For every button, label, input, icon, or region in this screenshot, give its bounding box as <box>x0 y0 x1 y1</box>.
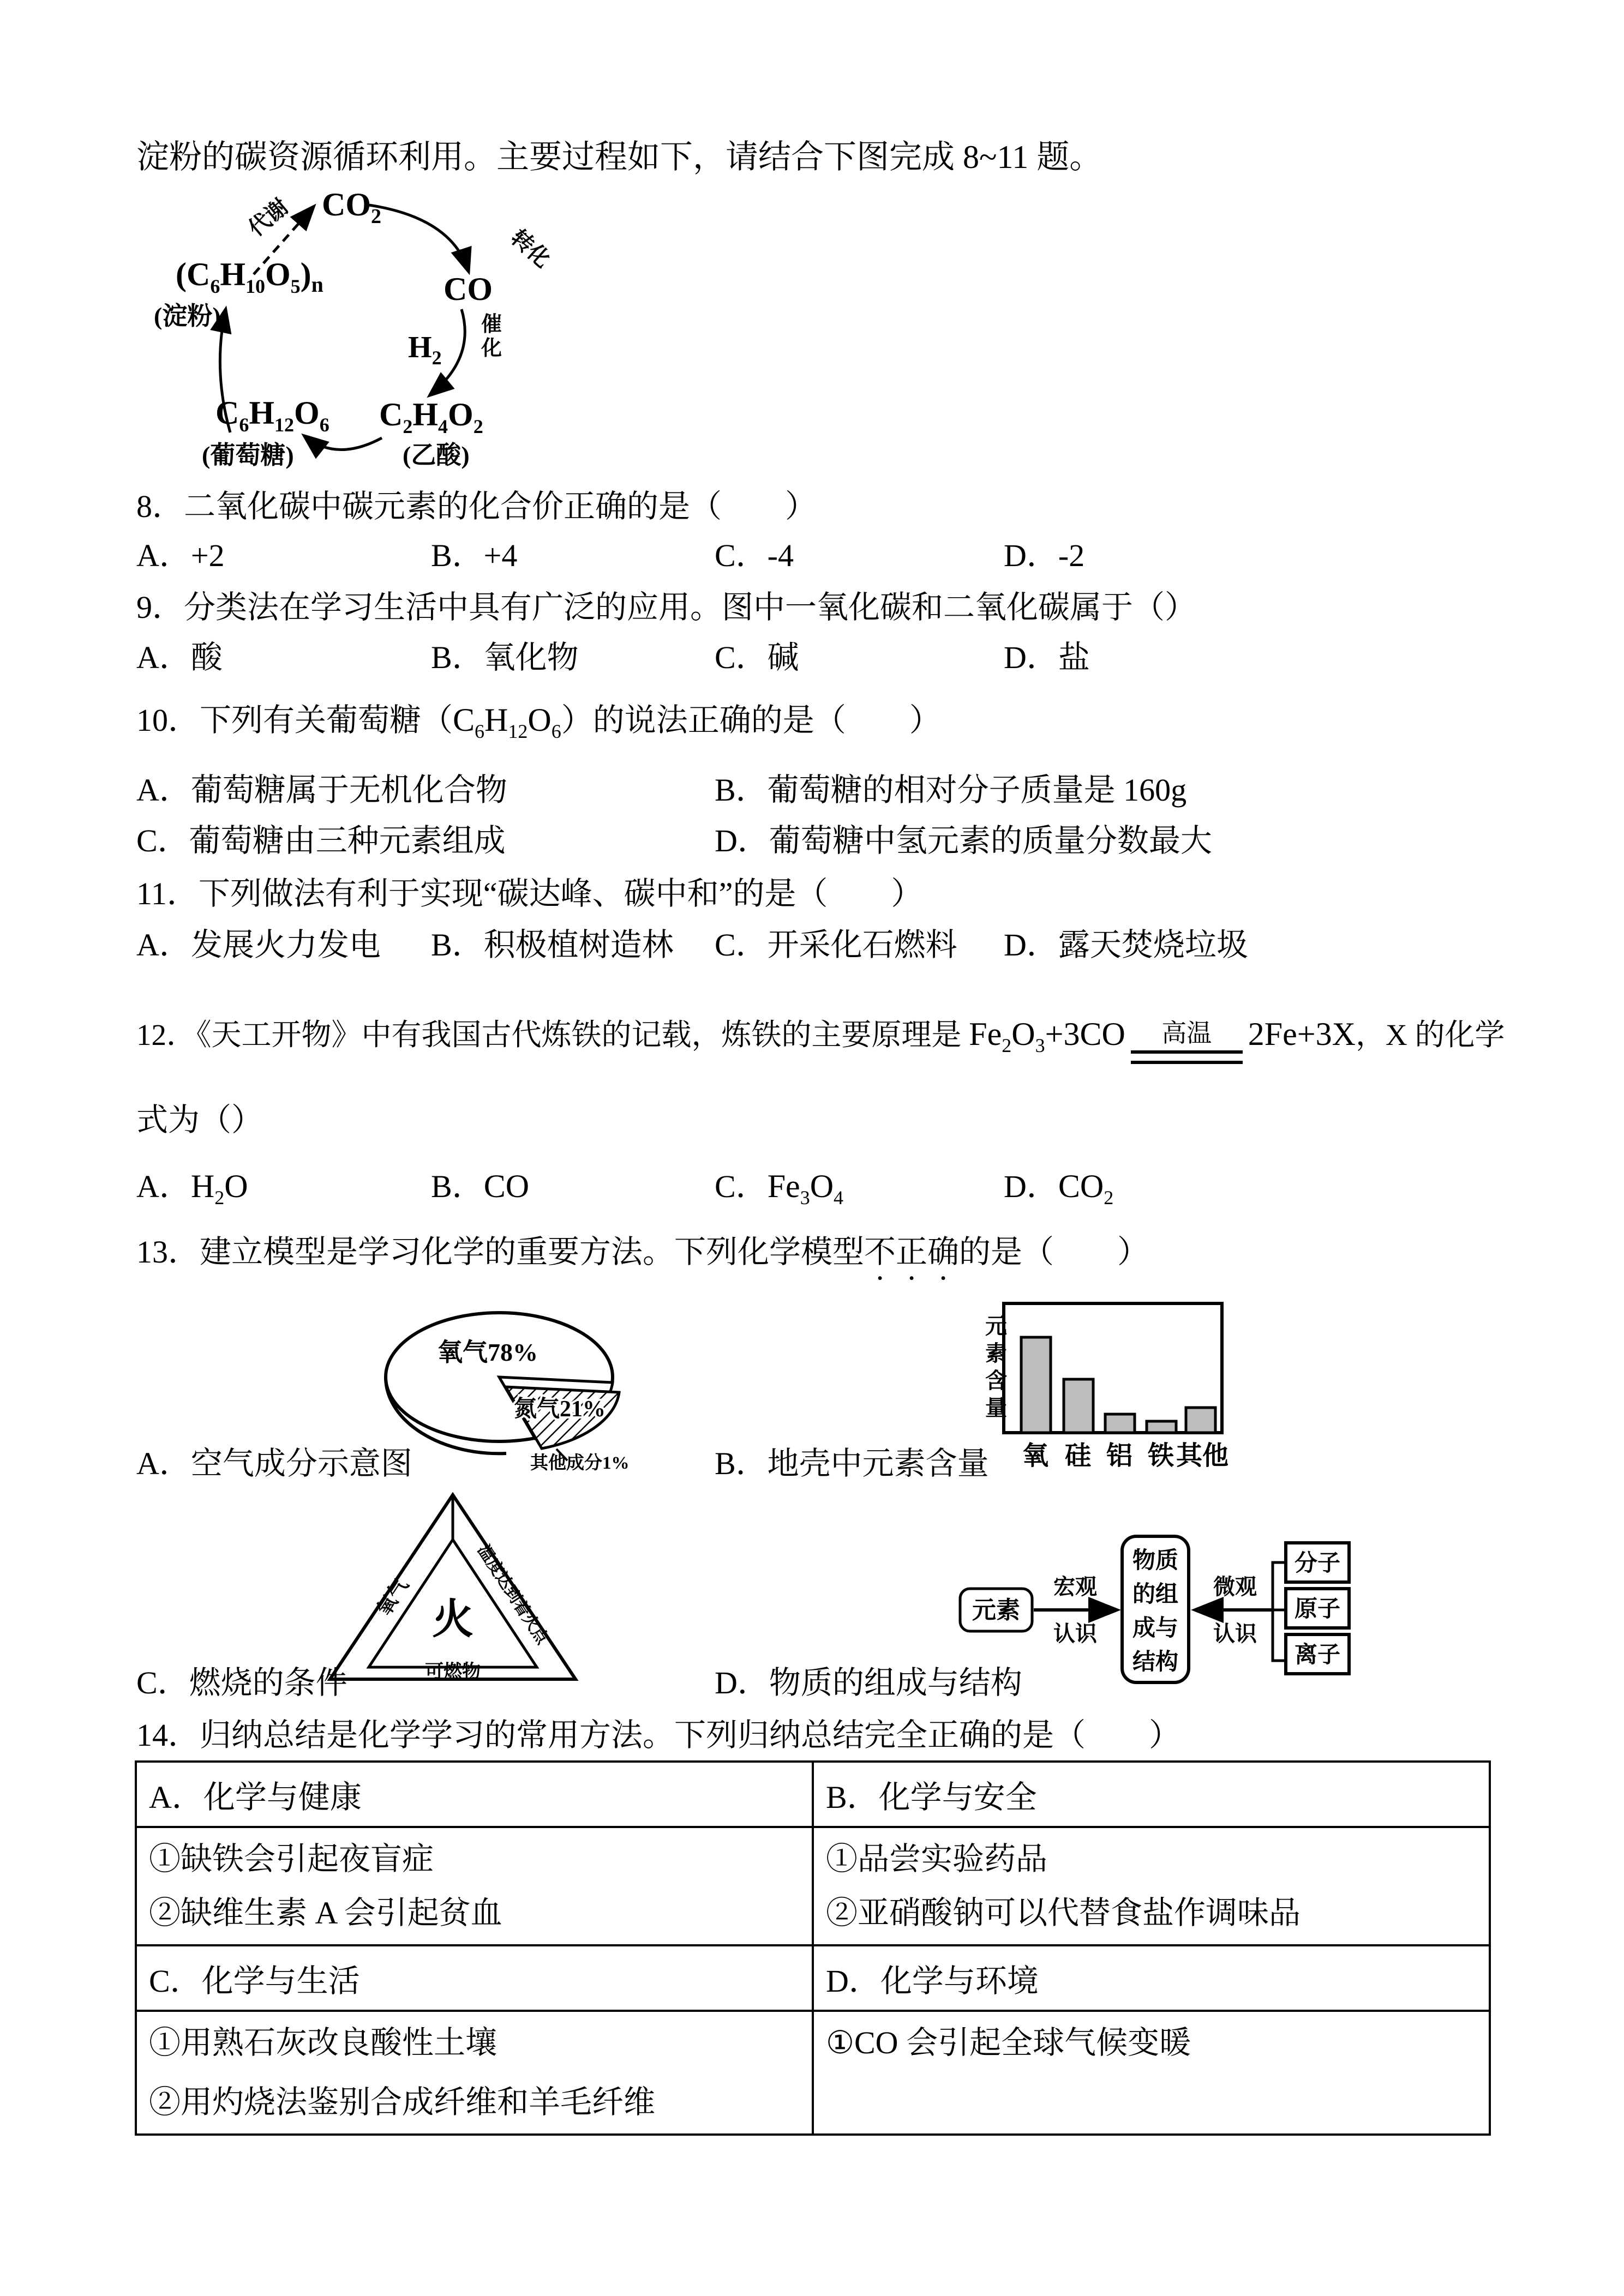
cell-b-head: B．化学与安全 <box>813 1762 1490 1827</box>
q11-option-c: C．开采化石燃料 <box>715 927 957 963</box>
f-part: C <box>379 396 403 432</box>
starch-formula <box>176 256 323 297</box>
cell-c-item1: ①用熟石灰改良酸性土壤 <box>149 2025 498 2061</box>
bar-oxygen <box>1021 1337 1051 1433</box>
table-row <box>136 1827 1490 1945</box>
f-sub: 6 <box>551 720 561 742</box>
opt-label: A． <box>136 1169 191 1204</box>
q8-option-d: D．-2 <box>1004 538 1085 573</box>
bar-cat-silicon: 硅 <box>1064 1441 1092 1470</box>
cell-c-item2: ②用灼烧法鉴别合成纤维和羊毛纤维 <box>149 2084 656 2120</box>
h2-sub: 2 <box>432 347 442 369</box>
f-sub: 3 <box>1035 1035 1045 1056</box>
h2-base: H <box>408 330 432 364</box>
q11-option-d: D．露天焚烧垃圾 <box>1004 927 1248 963</box>
q12-option-a <box>136 1166 248 1207</box>
f-part: H <box>220 256 245 292</box>
bar-cat-aluminium: 铝 <box>1106 1441 1133 1470</box>
co2-sub: 2 <box>371 205 381 228</box>
co2-base: CO <box>322 187 371 223</box>
f-sub: 12 <box>274 414 295 436</box>
triangle-right-label: 温度达到着火点 <box>474 1541 552 1648</box>
q13-emphasized: 不正确 <box>864 1234 960 1270</box>
f-part: O <box>294 395 320 431</box>
acetic-name: (乙酸) <box>403 441 470 469</box>
f-part: ) <box>300 256 311 292</box>
f-sub: 6 <box>210 275 220 297</box>
f-sub: 2 <box>1104 1187 1114 1209</box>
q12-stem-line2: 式为（） <box>136 1102 263 1138</box>
glucose-name: (葡萄糖) <box>202 441 294 469</box>
macro-label-1: 宏观 <box>1053 1574 1097 1599</box>
f-sub: 12 <box>508 720 528 742</box>
triangle-bottom-label: 可燃物 <box>425 1662 481 1682</box>
f-sub: 10 <box>245 275 265 297</box>
air-pie-chart <box>376 1301 638 1471</box>
q8-option-b: B．+4 <box>431 538 518 573</box>
acetic-formula <box>379 396 483 437</box>
bar-aluminium <box>1105 1414 1135 1433</box>
cell-a-item1: ①缺铁会引起夜盲症 <box>149 1841 434 1877</box>
f-part: H <box>412 396 439 432</box>
element-node-label: 元素 <box>972 1597 1020 1624</box>
ylabel-char: 素 <box>985 1341 1007 1366</box>
f-sub: 2 <box>403 416 413 437</box>
intro-text: 淀粉的碳资源循环利用。主要过程如下，请结合下图完成 8~11 题。 <box>136 139 1102 175</box>
f-part: O <box>528 702 552 738</box>
carbon-cycle-diagram <box>147 183 595 480</box>
opt-label: D． <box>1004 1169 1058 1204</box>
q10-stem-pre: 10．下列有关葡萄糖（ <box>136 702 453 738</box>
bar-cat-iron: 铁 <box>1147 1441 1174 1470</box>
q12-option-d <box>1004 1166 1113 1207</box>
pie-label-nitrogen: 氮气21% <box>514 1397 606 1422</box>
opt-label: C． <box>715 1169 768 1204</box>
caption-a: A．空气成分示意图 <box>136 1446 412 1481</box>
f-part: Fe <box>969 1016 1002 1052</box>
catalyze-label <box>481 313 502 360</box>
metabolism-label: 代谢 <box>243 194 293 241</box>
f-part: (C <box>176 256 211 292</box>
cell-a-items <box>136 1827 813 1945</box>
summary-table <box>135 1760 1491 2136</box>
cell-d-item1: ①CO 会引起全球气候变暖 <box>826 2025 1191 2061</box>
f-sub: 5 <box>290 275 301 297</box>
question-12-stem <box>136 1011 1505 1060</box>
table-row <box>136 1945 1490 2011</box>
q11-option-b: B．积极植树造林 <box>431 927 674 963</box>
micro-label-1: 微观 <box>1213 1574 1257 1599</box>
q11-option-a: A．发展火力发电 <box>136 927 381 963</box>
cell-b-item1: ①品尝实验药品 <box>826 1841 1048 1877</box>
f-part: O <box>1011 1016 1035 1052</box>
caption-c: C．燃烧的条件 <box>136 1665 347 1700</box>
question-14-stem: 14．归纳总结是化学学习的常用方法。下列归纳总结完全正确的是（ ） <box>136 1717 1181 1753</box>
glucose-formula <box>215 395 329 436</box>
q10-glucose-formula <box>453 702 561 742</box>
q12-plus-co: +3CO <box>1045 1016 1125 1052</box>
micro-label-2: 认识 <box>1213 1621 1257 1646</box>
triangle-center-label: 火 <box>432 1597 474 1643</box>
atom-label: 原子 <box>1294 1597 1341 1622</box>
bar-cat-oxygen: 氧 <box>1022 1441 1049 1470</box>
catalyze-char2: 化 <box>481 337 502 360</box>
f-sub: 6 <box>319 414 329 436</box>
f-sub: 6 <box>475 720 485 742</box>
f-sub: 4 <box>834 1187 844 1209</box>
q12-option-b <box>431 1166 529 1207</box>
macro-label-2: 认识 <box>1053 1621 1097 1646</box>
center-line: 物质 <box>1132 1548 1179 1573</box>
h2-node <box>408 330 442 369</box>
q9-option-d: D．盐 <box>1004 640 1090 675</box>
bar-iron <box>1147 1421 1176 1433</box>
f-sub: 3 <box>800 1187 810 1209</box>
q9-option-a: A．酸 <box>136 640 223 675</box>
double-bond-equals <box>1131 1050 1243 1064</box>
q10-stem-post: ）的说法正确的是（ ） <box>561 702 941 738</box>
q10-option-b: B．葡萄糖的相对分子质量是 160g <box>715 772 1187 808</box>
f-sub: n <box>311 272 323 297</box>
center-line: 成与 <box>1132 1616 1179 1641</box>
cell-d-items <box>813 2011 1490 2135</box>
co2-node <box>322 187 381 228</box>
f-part: C <box>215 395 239 431</box>
q13-stem-pre: 13．建立模型是学习化学的重要方法。下列化学模型 <box>136 1234 865 1270</box>
q8-option-c: C．-4 <box>715 538 794 573</box>
table-row <box>136 1762 1490 1827</box>
ylabel-char: 含 <box>985 1368 1007 1393</box>
f-sub: 4 <box>438 416 448 437</box>
q8-option-a: A．+2 <box>136 538 225 573</box>
reaction-condition-equals <box>1131 1021 1243 1064</box>
condition-label: 高温 <box>1161 1019 1212 1047</box>
f-part: O <box>265 256 291 292</box>
f-part: H <box>484 702 508 738</box>
q13-stem-post: 的是（ ） <box>959 1234 1149 1270</box>
bracket <box>1273 1562 1286 1661</box>
q12-stem-tail: ，X 的化学 <box>1355 1018 1505 1051</box>
f-part: C <box>453 702 475 738</box>
bar-other <box>1186 1408 1215 1433</box>
convert-label: 转化 <box>506 225 555 273</box>
f-part: Fe <box>767 1168 800 1204</box>
q12-stem-pre: 12．《天工开物》中有我国古代炼铁的记载，炼铁的主要原理是 <box>136 1018 969 1051</box>
bar-silicon <box>1064 1379 1093 1433</box>
q9-option-b: B．氧化物 <box>431 640 579 675</box>
q12-option-c <box>715 1166 843 1207</box>
f-sub: 2 <box>473 416 483 437</box>
f-part: H <box>249 395 275 431</box>
starch-name: (淀粉) <box>154 302 221 330</box>
f-sub: 2 <box>1002 1035 1012 1056</box>
caption-b: B．地壳中元素含量 <box>715 1446 989 1481</box>
center-line: 的组 <box>1132 1582 1179 1607</box>
triangle-left-label: 氧气 <box>373 1574 413 1620</box>
q10-option-c: C．葡萄糖由三种元素组成 <box>136 823 506 858</box>
question-9-stem: 9．分类法在学习生活中具有广泛的应用。图中一氧化碳和二氧化碳属于（） <box>136 590 1197 625</box>
co-node: CO <box>444 271 493 307</box>
f-part: O <box>810 1168 834 1204</box>
f-part: CO <box>1058 1168 1104 1204</box>
ylabel-char: 元 <box>985 1314 1007 1338</box>
cell-c-items <box>136 2011 813 2135</box>
f-part: O <box>448 396 474 432</box>
molecule-label: 分子 <box>1294 1551 1341 1576</box>
ion-label: 离子 <box>1294 1643 1341 1668</box>
cell-a-item2: ②缺维生素 A 会引起贫血 <box>149 1895 502 1931</box>
cell-d-head: D．化学与环境 <box>813 1945 1490 2011</box>
q10-option-a: A．葡萄糖属于无机化合物 <box>136 772 507 808</box>
center-line: 结构 <box>1132 1650 1179 1675</box>
bar-cat-other: 其他 <box>1176 1441 1229 1470</box>
question-8-stem: 8．二氧化碳中碳元素的化合价正确的是（ ） <box>136 489 817 524</box>
crust-bar-chart <box>971 1273 1249 1470</box>
q9-option-c: C．碱 <box>715 640 799 675</box>
cell-b-item2: ②亚硝酸钠可以代替食盐作调味品 <box>826 1895 1301 1931</box>
cell-b-items <box>813 1827 1490 1945</box>
cell-a-head: A．化学与健康 <box>136 1762 813 1827</box>
arrow-acetic-to-glucose <box>305 437 382 450</box>
f-part: O <box>224 1168 248 1204</box>
q10-option-d: D．葡萄糖中氢元素的质量分数最大 <box>715 823 1212 858</box>
f-part: H <box>190 1168 215 1204</box>
caption-d: D．物质的组成与结构 <box>715 1665 1022 1700</box>
pie-label-other: 其他成分1% <box>530 1453 630 1471</box>
opt-label: B． <box>431 1169 484 1204</box>
fire-triangle-diagram <box>316 1487 589 1690</box>
f-sub: 2 <box>214 1187 225 1209</box>
pie-label-oxygen: 氧气78% <box>438 1338 538 1366</box>
fe2o3-formula <box>969 1016 1045 1056</box>
q12-products: 2Fe+3X <box>1248 1016 1356 1052</box>
question-11-stem: 11．下列做法有利于实现“碳达峰、碳中和”的是（ ） <box>136 876 923 911</box>
table-row <box>136 2011 1490 2135</box>
f-part: CO <box>483 1168 530 1204</box>
cell-c-head: C．化学与生活 <box>136 1945 813 2011</box>
f-sub: 6 <box>239 414 249 436</box>
catalyze-char1: 催 <box>481 313 502 336</box>
question-10-stem <box>136 700 941 741</box>
ylabel-char: 量 <box>985 1396 1007 1420</box>
